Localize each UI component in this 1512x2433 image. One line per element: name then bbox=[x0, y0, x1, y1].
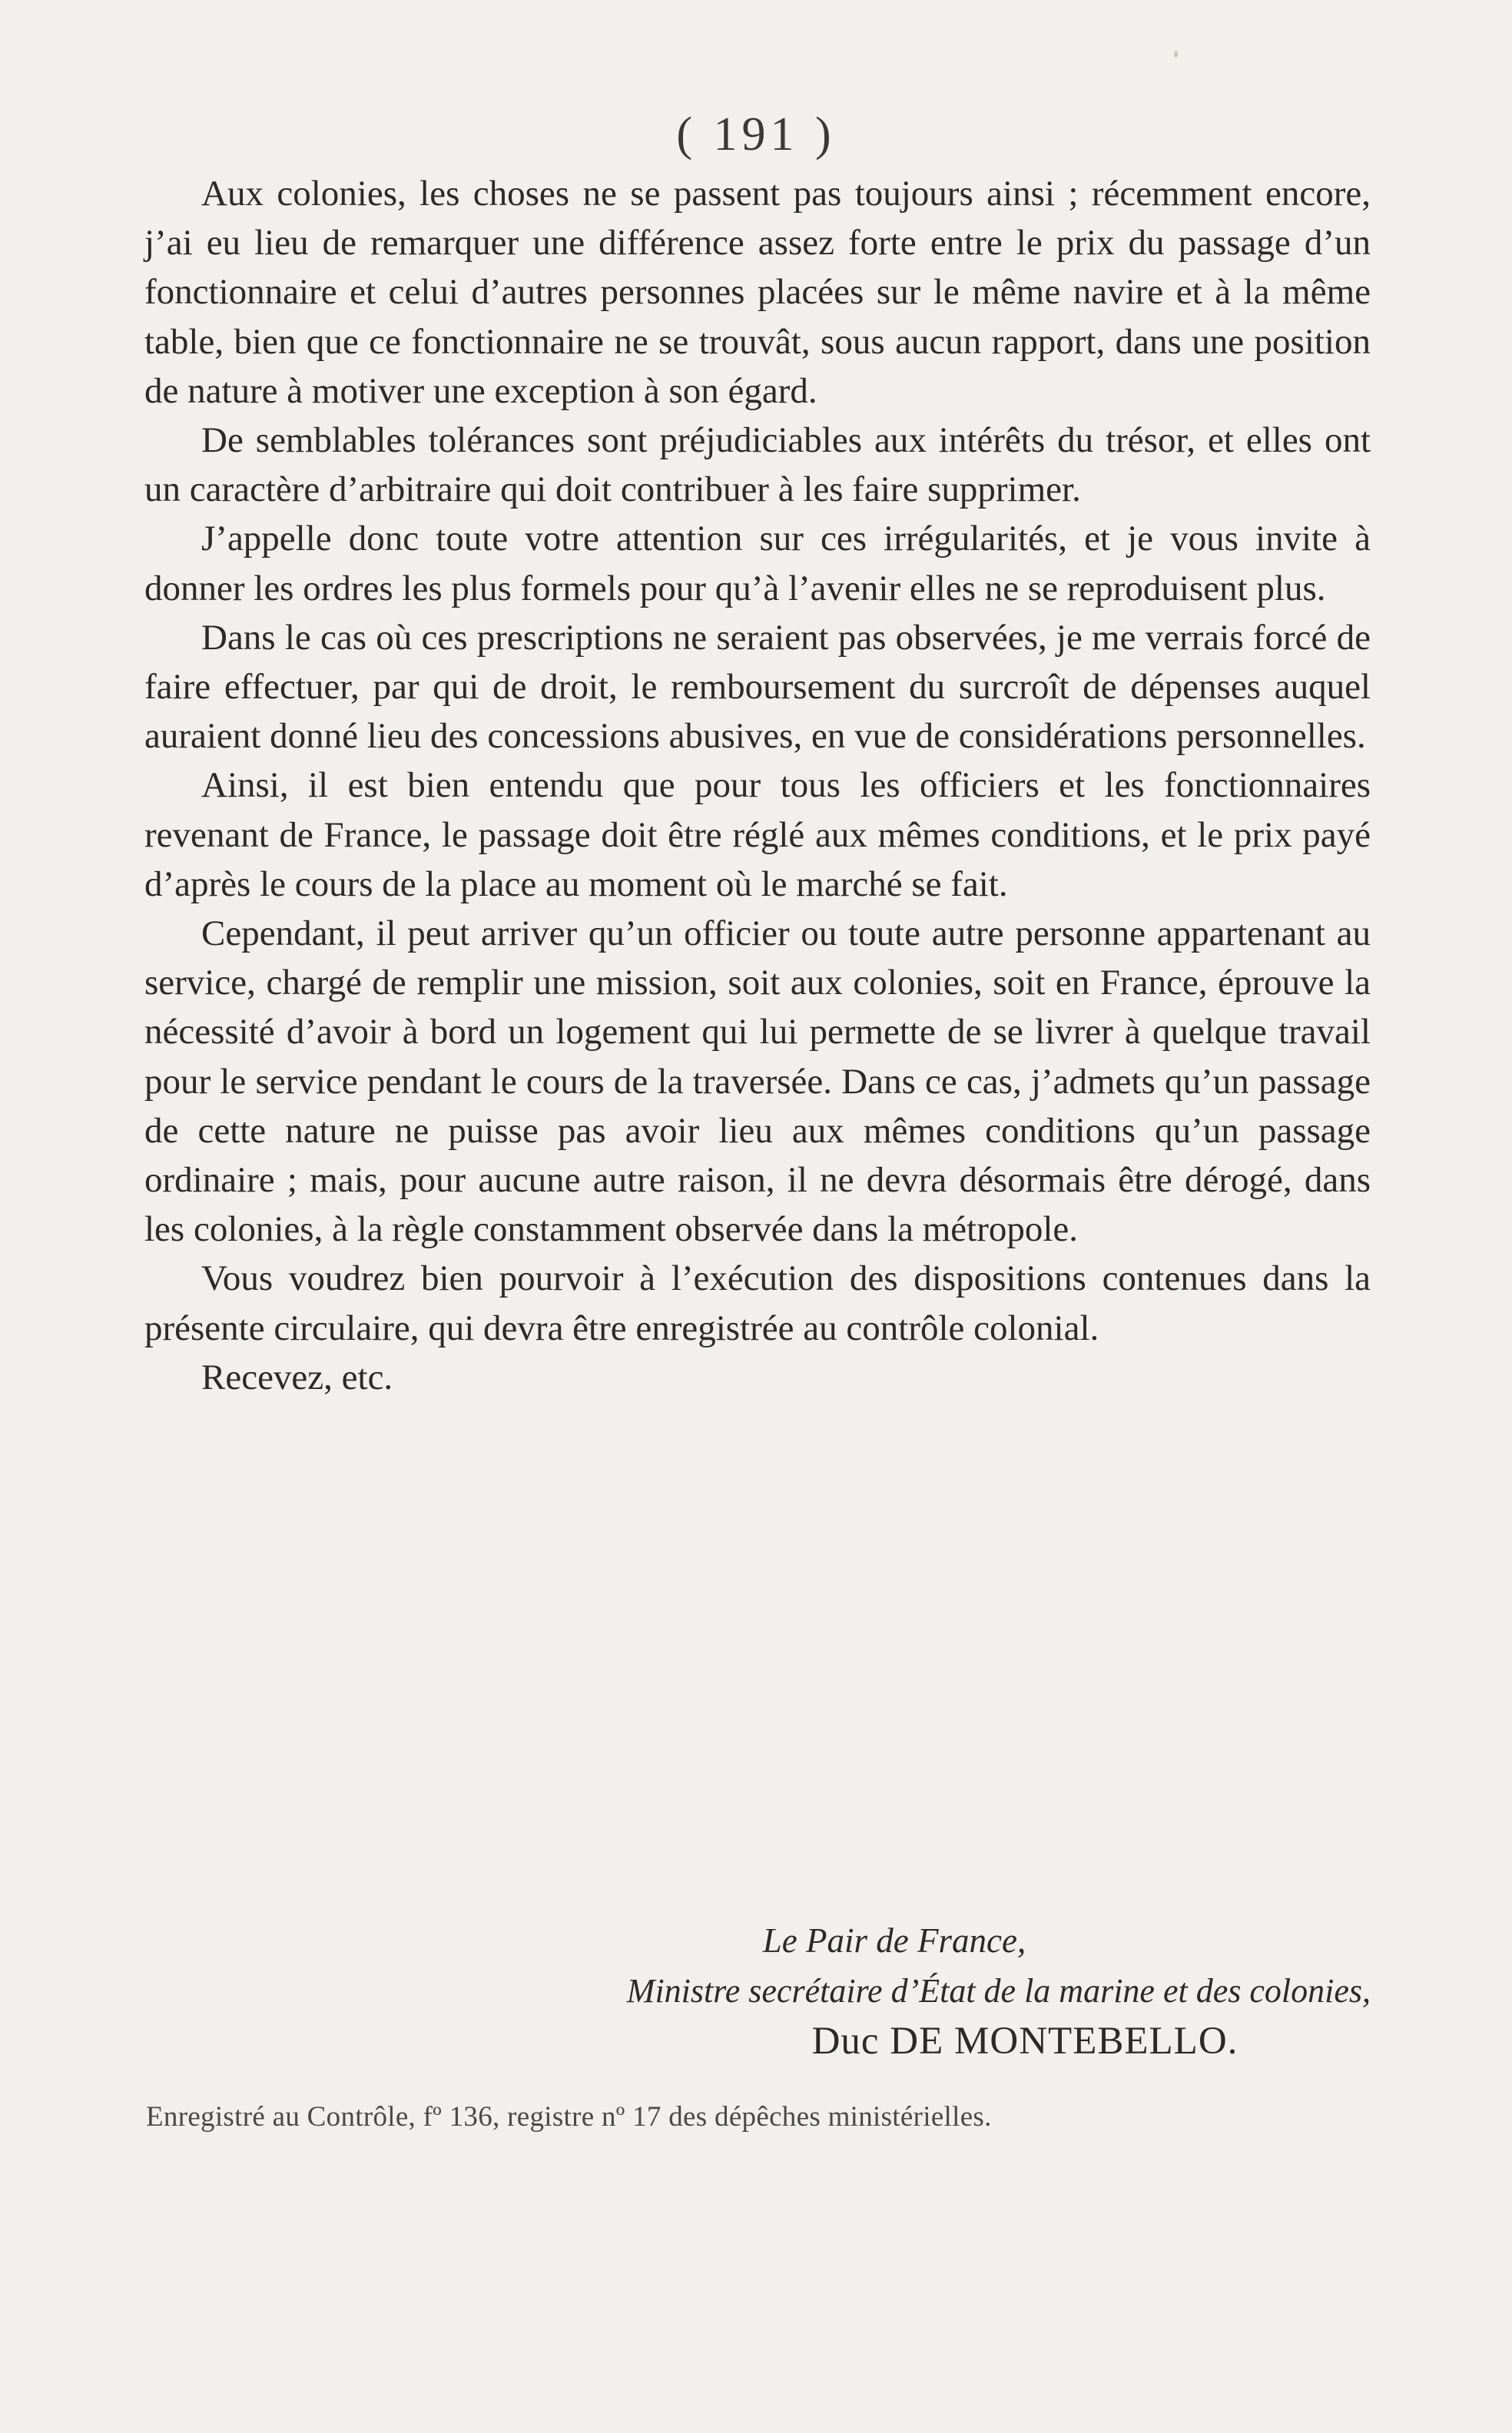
paragraph-3: J’appelle donc toute votre attention sur ces irrégularités, et je vous invite à donner les ordres les plus formels pour qu’à l’avenir elles ne se reproduisent plus. bbox=[144, 519, 1371, 608]
paragraph-1: Aux colonies, les choses ne se passent pas toujours ainsi ; récemment encore, j’ai eu lieu de remarquer une différence assez forte entre le prix du passage d’un fonctionnaire et celui d’autres personnes placées sur le même navire et à la même table, bien que ce fonctionnaire ne se trouvât, sous aucun rapport, dans une position de nature à motiver une exception à son égard. bbox=[144, 174, 1371, 411]
signature-name: Duc DE MONTEBELLO. bbox=[811, 2020, 1238, 2063]
paper-speck bbox=[1174, 51, 1178, 58]
registry-note: Enregistré au Contrôle, fº 136, registre nº 17 des dépêches ministérielles. bbox=[146, 2101, 992, 2133]
paragraph-2: De semblables tolérances sont préjudiciables aux intérêts du trésor, et elles ont un caractère d’arbitraire qui doit contribuer à les faire supprimer. bbox=[144, 420, 1371, 510]
paragraph-5: Ainsi, il est bien entendu que pour tous les officiers et les fonctionnaires revenant de France, le passage doit être réglé aux mêmes conditions, et le prix payé d’après le cours de la place au moment où le marché se fait. bbox=[144, 765, 1371, 904]
signature-title-line-1: Le Pair de France, bbox=[762, 1921, 1026, 1960]
page-number: ( 191 ) bbox=[676, 108, 836, 161]
closing-formula: Recevez, etc. bbox=[201, 1357, 393, 1397]
signature-title-line-2: Ministre secrétaire d’État de la marine et des colonies, bbox=[626, 1972, 1371, 2010]
paragraph-4: Dans le cas où ces prescriptions ne seraient pas observées, je me verrais forcé de faire effectuer, par qui de droit, le remboursement du surcroît de dépenses auquel auraient donné lieu des concessions abusives, en vue de considérations personnelles. bbox=[144, 617, 1371, 757]
letter-body bbox=[144, 169, 1371, 1402]
paragraph-6: Cependant, il peut arriver qu’un officier ou toute autre personne appartenant au service, chargé de remplir une mission, soit aux colonies, soit en France, éprouve la nécessité d’avoir à bord un logement qui lui permette de se livrer à quelque travail pour le service pendant le cours de la traversée. Dans ce cas, j’admets qu’un passage de cette nature ne puisse pas avoir lieu aux mêmes conditions qu’un passage ordinaire ; mais, pour aucune autre raison, il ne devra désormais être dérogé, dans les colonies, à la règle constamment observée dans la métropole. bbox=[144, 913, 1371, 1250]
paragraph-7: Vous voudrez bien pourvoir à l’exécution des dispositions contenues dans la présente circulaire, qui devra être enregistrée au contrôle colonial. bbox=[144, 1258, 1371, 1348]
